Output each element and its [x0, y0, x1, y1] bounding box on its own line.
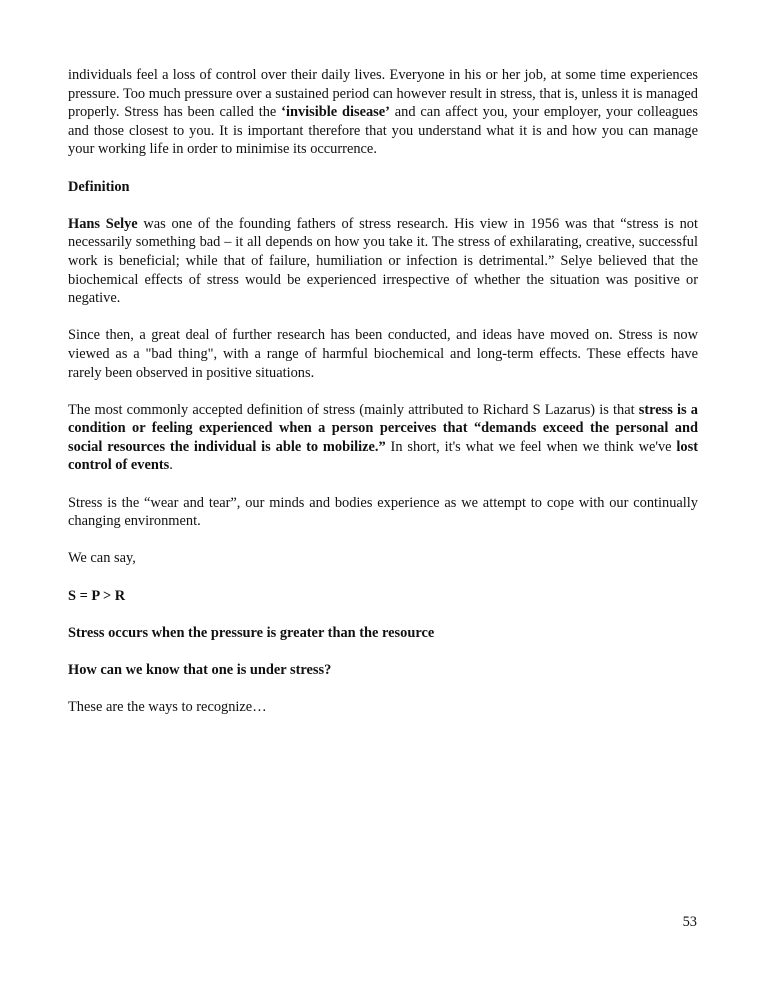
recognize-line: These are the ways to recognize… [68, 699, 267, 716]
stress-definition-bold: stress is a condition or feeling experienced when a person perceives that “demands exceed the personal and social resources the individual is able to mobilize.” [68, 401, 698, 455]
hans-selye-name: Hans Selye [68, 215, 138, 232]
page-number: 53 [682, 914, 697, 930]
selye-paragraph: Hans Selye was one of the founding fathers of stress research. His view in 1956 was that “stress is not necessarily something bad – it all depends on how you take it. The stress of exhilarating, creative, successful work is beneficial; while that of failure, humiliation or infection is detrimental.” Selye believed that the biochemical effects of stress would be experienced irrespective of whether the situation was positive or negative. [68, 215, 698, 307]
document-page [68, 66, 698, 735]
lazarus-definition-paragraph: The most commonly accepted definition of stress (mainly attributed to Richard S Lazarus) is that stress is a condition or feeling experienced when a person perceives that “demands exceed the personal and social resources the individual is able to mobilize.” In short, it's what we feel when we think we've lost control of events. [68, 401, 699, 474]
stress-formula: S = P > R [68, 587, 126, 604]
we-can-say-line: We can say, [68, 550, 136, 567]
lost-control-bold: lost control of events [68, 438, 699, 474]
stress-question: How can we know that one is under stress? [68, 662, 332, 678]
definition-heading: Definition [68, 178, 130, 195]
stress-statement: Stress occurs when the pressure is greater than the resource [68, 624, 435, 641]
wear-and-tear-paragraph: Stress is the “wear and tear”, our minds and bodies experience as we attempt to cope with our continually changing environment. [68, 494, 698, 530]
invisible-disease-term: ‘invisible disease’ [281, 104, 390, 121]
further-research-paragraph: Since then, a great deal of further research has been conducted, and ideas have moved on. Stress is now viewed as a "bad thing", with a range of harmful biochemical and long-term effects. These effects have rarely been observed in positive situations. [68, 327, 698, 381]
intro-paragraph: individuals feel a loss of control over their daily lives. Everyone in his or her job, at some time experiences pressure. Too much pressure over a sustained period can however result in stress, that is, unless it is managed properly. Stress has been called the ‘invisible disease’ and can affect you, your employer, your colleagues and those closest to you. It is important therefore that you understand what it is and how you can manage your working life in order to minimise its occurrence. [68, 67, 698, 158]
